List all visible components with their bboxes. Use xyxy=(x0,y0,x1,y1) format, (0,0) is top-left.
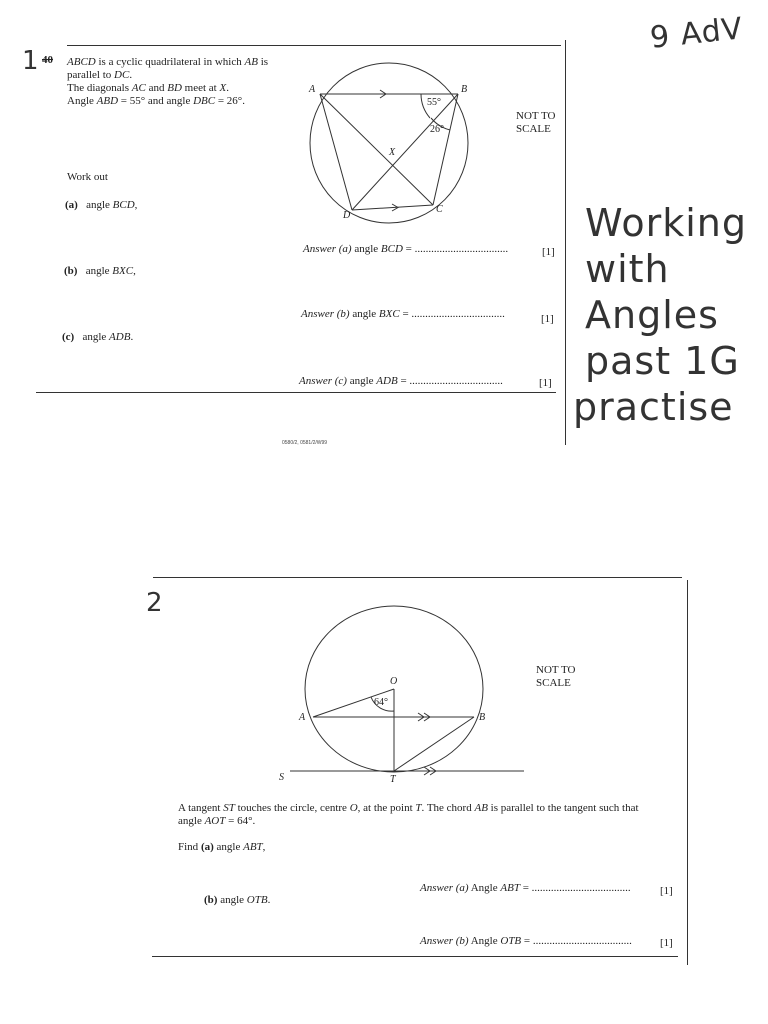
q1-label-d: D xyxy=(343,210,351,221)
q2-mark-b: [1] xyxy=(660,937,673,949)
q1-intro: ABCD is a cyclic quadrilateral in which AB is parallel to DC. The diagonals AC and BD meet at X. Angle ABD = 55° and angle DBC = 26°. xyxy=(67,56,269,107)
q1-mark-b: [1] xyxy=(541,313,554,325)
q2-answer-a[interactable]: Answer (a) Angle ABT = .................................... xyxy=(420,882,631,894)
side-note-line: Angles xyxy=(585,293,719,337)
q1-label-b: B xyxy=(461,84,468,95)
side-note-line: Working xyxy=(585,201,747,245)
q2-find-part-a: Find (a) angle ABT, xyxy=(178,841,266,853)
q1-angle-55: 55° xyxy=(427,97,441,108)
q1-circle xyxy=(310,63,468,223)
q2-angle-64: 64° xyxy=(374,697,388,708)
q2-label-b: B xyxy=(479,712,486,723)
q1-side-dc xyxy=(352,205,433,210)
q1-answer-b[interactable]: Answer (b) angle BXC = .................................. xyxy=(301,308,505,320)
q2-line-bt xyxy=(394,717,474,771)
handwritten-question-number-2: 2 xyxy=(146,588,164,618)
q2-mark-a: [1] xyxy=(660,885,673,897)
side-note-line: with xyxy=(585,247,670,291)
q2-right-border xyxy=(687,580,688,965)
q2-label-o: O xyxy=(390,676,398,687)
q2-answer-b[interactable]: Answer (b) Angle OTB = .................................... xyxy=(420,935,632,947)
q1-answer-a[interactable]: Answer (a) angle BCD = .................................. xyxy=(303,243,509,255)
q1-work-out: Work out xyxy=(67,171,108,183)
q1-side-ad xyxy=(320,94,352,210)
q1-right-border xyxy=(565,40,566,445)
q1-label-c: C xyxy=(436,204,443,215)
q1-bottom-rule xyxy=(36,392,556,393)
handwritten-class-label: 9 AdV xyxy=(648,11,745,56)
q2-parallel-arrow-st xyxy=(424,767,436,775)
q2-circle xyxy=(305,606,486,772)
q1-angle-26: 26° xyxy=(430,124,444,135)
q2-parallel-arrow-ab xyxy=(418,713,430,721)
q1-mark-a: [1] xyxy=(542,246,555,258)
q2-label-t: T xyxy=(390,774,396,785)
q2-label-s: S xyxy=(279,772,284,783)
q1-part-b: (b) angle BXC, xyxy=(64,265,136,277)
q1-diagonal-ac xyxy=(320,94,433,205)
q1-parallel-arrow-dc xyxy=(392,204,398,211)
q2-not-to-scale: NOT TO SCALE xyxy=(536,664,576,689)
q1-top-rule xyxy=(67,45,561,46)
printed-question-number: 40 xyxy=(42,54,53,66)
side-note-line: practise xyxy=(573,385,734,429)
q2-bottom-rule xyxy=(152,956,678,957)
q1-footer-code: 0580/2, 0581/2/W99 xyxy=(282,440,328,446)
q2-part-b: (b) angle OTB. xyxy=(204,894,271,906)
q2-label-a: A xyxy=(299,712,306,723)
q1-label-x: X xyxy=(389,147,396,158)
side-note-line: past 1G xyxy=(585,339,740,383)
q2-top-rule xyxy=(153,577,682,578)
q1-label-a: A xyxy=(309,84,316,95)
q1-mark-c: [1] xyxy=(539,377,552,389)
q1-not-to-scale: NOT TO SCALE xyxy=(516,110,556,135)
q1-part-c: (c) angle ADB. xyxy=(62,331,134,343)
handwritten-question-number-1: 1 xyxy=(22,46,40,76)
q1-parallel-arrow-ab xyxy=(380,90,386,98)
handwritten-side-note xyxy=(573,200,747,430)
q1-part-a: (a) angle BCD, xyxy=(65,199,138,211)
q1-answer-c[interactable]: Answer (c) angle ADB = .................................. xyxy=(299,375,503,387)
q1-side-bc xyxy=(433,94,458,205)
q2-question-text: A tangent ST touches the circle, centre O, at the point T. The chord AB is parallel to the tangent such that angle AOT = 64°. xyxy=(178,802,639,827)
q1-diagonal-bd xyxy=(352,94,458,210)
